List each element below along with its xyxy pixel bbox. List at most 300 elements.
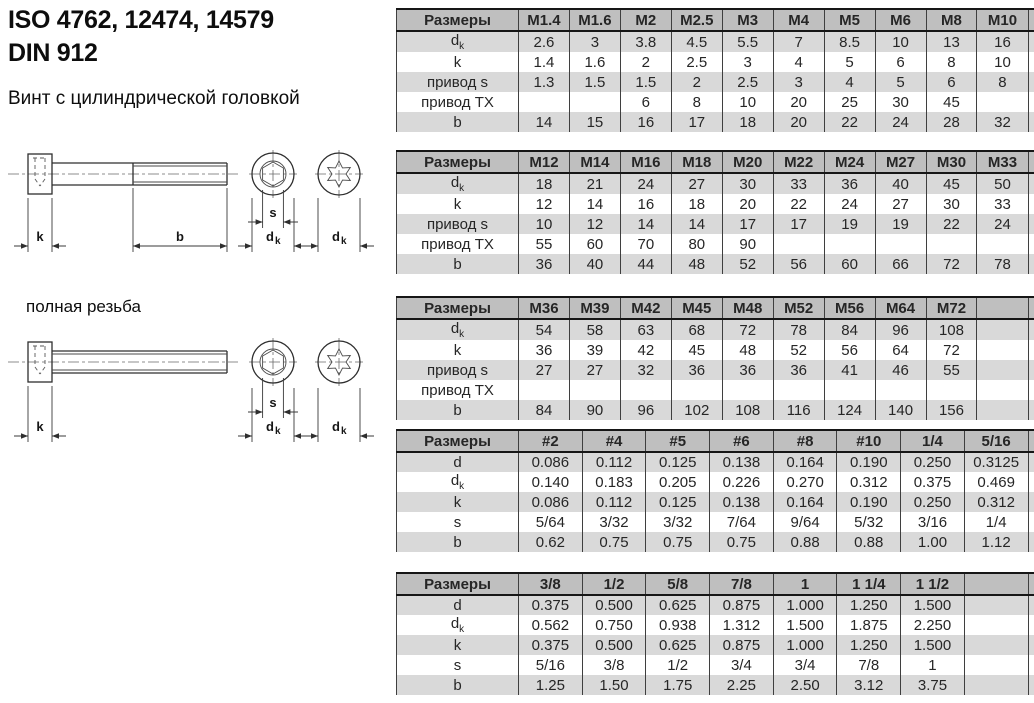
table-edge-sliver: [1028, 512, 1034, 532]
column-header: M72: [926, 297, 977, 319]
row-label-text: k: [453, 493, 462, 511]
table-edge-sliver: [1028, 254, 1034, 274]
table-cell: 40: [875, 173, 926, 194]
table-cell: 3.12: [837, 675, 901, 695]
row-label-subscript: k: [459, 183, 465, 194]
table-cell: 0.138: [710, 492, 774, 512]
table-cell: 1.000: [773, 635, 837, 655]
row-label-subscript: k: [459, 481, 465, 492]
table-cell: 40: [569, 254, 620, 274]
table-cell: 1.875: [837, 615, 901, 635]
table-cell: 0.75: [646, 532, 710, 552]
dim-label-k: k: [36, 229, 44, 244]
row-label: [397, 31, 519, 52]
dimension-table-imperial-large: [396, 572, 1034, 695]
column-header: M5: [824, 9, 875, 31]
table-cell: 96: [875, 319, 926, 340]
row-label-text: k: [453, 195, 462, 213]
hex-socket-end-view: [238, 338, 308, 442]
table-row: [397, 532, 1034, 552]
dim-label-dk-sub: k: [341, 426, 347, 437]
table-cell: 2.5: [671, 52, 722, 72]
page-title: [8, 4, 274, 70]
table-cell: [824, 380, 875, 400]
table-cell: [620, 380, 671, 400]
table-cell: 0.164: [773, 492, 837, 512]
table-cell: 28: [926, 112, 977, 132]
table-cell: 0.125: [646, 452, 710, 472]
table-cell: 36: [773, 360, 824, 380]
table-cell: 2.6: [519, 31, 570, 52]
dim-label-dk: d: [332, 419, 340, 434]
table-cell: 90: [569, 400, 620, 420]
table-cell: 1.250: [837, 635, 901, 655]
row-label: [397, 340, 519, 360]
column-header: M64: [875, 297, 926, 319]
dimension-b: [133, 188, 227, 252]
table-cell: 10: [519, 214, 570, 234]
table-cell: 10: [722, 92, 773, 112]
row-label-text: s: [453, 513, 462, 531]
table-cell: 52: [722, 254, 773, 274]
table-cell: 8: [671, 92, 722, 112]
dimension-table-imperial-small: [396, 429, 1034, 552]
table-row: [397, 214, 1034, 234]
table-cell: 5/16: [519, 655, 583, 675]
table-cell: 2.25: [710, 675, 774, 695]
table-cell: 36: [824, 173, 875, 194]
column-header: M1.4: [519, 9, 570, 31]
table-cell: 1.6: [569, 52, 620, 72]
table-cell: 22: [824, 112, 875, 132]
table-cell: 5/64: [519, 512, 583, 532]
table-cell: 116: [773, 400, 824, 420]
table-row: [397, 512, 1034, 532]
table-cell: 20: [773, 92, 824, 112]
page-subtitle: Винт с цилиндрической головкой: [8, 88, 300, 109]
column-header: M33: [977, 151, 1028, 173]
row-label-text: k: [453, 636, 462, 654]
table-cell: 0.312: [964, 492, 1028, 512]
column-header: M39: [569, 297, 620, 319]
table-cell: 0.500: [582, 635, 646, 655]
table-row: [397, 360, 1034, 380]
table-cell: [977, 234, 1028, 254]
table-cell: 42: [620, 340, 671, 360]
table-cell: 9/64: [773, 512, 837, 532]
table-cell: 56: [773, 254, 824, 274]
table-cell: 17: [671, 112, 722, 132]
row-label-text: привод s: [426, 361, 489, 379]
torx-socket-end-view: [304, 150, 374, 252]
table-cell: 0.375: [901, 472, 965, 492]
table-edge-sliver: [1028, 151, 1034, 173]
table-cell: 36: [722, 360, 773, 380]
size-column-header: Размеры: [397, 9, 519, 31]
table-cell: 16: [620, 112, 671, 132]
table-cell: 2: [671, 72, 722, 92]
row-label: [397, 492, 519, 512]
table-edge-sliver: [1028, 92, 1034, 112]
table-cell: 2.250: [901, 615, 965, 635]
table-cell: 16: [620, 194, 671, 214]
table-row: [397, 92, 1034, 112]
table-cell: 36: [671, 360, 722, 380]
table-cell: 24: [824, 194, 875, 214]
table-cell: 14: [569, 194, 620, 214]
table-cell: [977, 360, 1028, 380]
table-cell: [964, 675, 1028, 695]
row-label: [397, 512, 519, 532]
size-column-header: Размеры: [397, 151, 519, 173]
table-cell: 3.75: [901, 675, 965, 695]
table-row: [397, 400, 1034, 420]
table-cell: 24: [875, 112, 926, 132]
table-edge-sliver: [1028, 297, 1034, 319]
table-cell: 1/4: [964, 512, 1028, 532]
table-cell: 5: [824, 52, 875, 72]
table-row: [397, 595, 1034, 615]
row-label-text: k: [453, 341, 462, 359]
table-cell: 15: [569, 112, 620, 132]
table-cell: 1.12: [964, 532, 1028, 552]
row-label: [397, 194, 519, 214]
column-header: #10: [837, 430, 901, 452]
table-cell: 72: [722, 319, 773, 340]
table-cell: 7/8: [837, 655, 901, 675]
row-label-text: b: [453, 255, 462, 273]
table-cell: 48: [722, 340, 773, 360]
table-cell: 0.250: [901, 492, 965, 512]
table-cell: 1.5: [620, 72, 671, 92]
table-row: [397, 615, 1034, 635]
column-header: #4: [582, 430, 646, 452]
table-cell: 22: [926, 214, 977, 234]
column-header: M42: [620, 297, 671, 319]
column-header: #2: [519, 430, 583, 452]
table-cell: 0.3125: [964, 452, 1028, 472]
row-label-text: d: [450, 32, 460, 49]
table-edge-sliver: [1028, 400, 1034, 420]
dimension-k: [14, 386, 66, 442]
table-cell: 70: [620, 234, 671, 254]
table-cell: 0.469: [964, 472, 1028, 492]
size-column-header: Размеры: [397, 430, 519, 452]
table-cell: 0.750: [582, 615, 646, 635]
table-cell: 0.875: [710, 635, 774, 655]
table-cell: 1.25: [519, 675, 583, 695]
table-cell: 32: [977, 112, 1028, 132]
row-label: [397, 319, 519, 340]
row-label-text: s: [453, 656, 462, 674]
table-cell: 5.5: [722, 31, 773, 52]
table-header-row: [397, 151, 1034, 173]
table-cell: 54: [519, 319, 570, 340]
table-cell: 18: [722, 112, 773, 132]
table-cell: 27: [519, 360, 570, 380]
table-edge-sliver: [1028, 380, 1034, 400]
table-cell: 32: [620, 360, 671, 380]
table-cell: 22: [773, 194, 824, 214]
table-cell: 1.5: [569, 72, 620, 92]
table-cell: [519, 380, 570, 400]
table-cell: 0.562: [519, 615, 583, 635]
table-cell: 5/32: [837, 512, 901, 532]
row-label-text: d: [453, 454, 462, 471]
table-edge-sliver: [1028, 360, 1034, 380]
table-header-row: [397, 573, 1034, 595]
table-cell: [926, 234, 977, 254]
row-label: [397, 400, 519, 420]
table-cell: 6: [875, 52, 926, 72]
table-cell: 1.000: [773, 595, 837, 615]
row-label: [397, 234, 519, 254]
table-cell: 27: [569, 360, 620, 380]
table-cell: 0.75: [710, 532, 774, 552]
size-column-header: Размеры: [397, 297, 519, 319]
row-label-text: k: [453, 53, 462, 71]
table-cell: 84: [824, 319, 875, 340]
table-row: [397, 655, 1034, 675]
column-header: M20: [722, 151, 773, 173]
column-header: M2.5: [671, 9, 722, 31]
row-label: [397, 360, 519, 380]
table-edge-sliver: [1028, 72, 1034, 92]
table-cell: [964, 595, 1028, 615]
table-cell: 78: [977, 254, 1028, 274]
dimension-table-metric-small: [396, 8, 1034, 132]
table-edge-sliver: [1028, 173, 1034, 194]
table-cell: 0.375: [519, 595, 583, 615]
table-cell: 0.205: [646, 472, 710, 492]
table-cell: 1.3: [519, 72, 570, 92]
table-cell: [977, 319, 1028, 340]
hex-socket-end-view: [238, 150, 308, 252]
table-row: [397, 675, 1034, 695]
table-cell: 55: [519, 234, 570, 254]
column-header: M3: [722, 9, 773, 31]
table-cell: 17: [773, 214, 824, 234]
table-cell: 0.086: [519, 492, 583, 512]
table-cell: 7: [773, 31, 824, 52]
row-label-text: b: [453, 533, 462, 551]
table-cell: 102: [671, 400, 722, 420]
table-cell: 45: [926, 173, 977, 194]
dim-label-dk-sub: k: [341, 236, 347, 247]
table-cell: 17: [722, 214, 773, 234]
table-row: [397, 635, 1034, 655]
table-cell: 14: [519, 112, 570, 132]
screw-side-view: [8, 154, 238, 194]
column-header: 5/16: [964, 430, 1028, 452]
table-edge-sliver: [1028, 472, 1034, 492]
table-cell: 66: [875, 254, 926, 274]
table-header-row: [397, 9, 1034, 31]
row-label-text: b: [453, 113, 462, 131]
row-label: [397, 452, 519, 472]
table-cell: 20: [722, 194, 773, 214]
table-cell: 48: [671, 254, 722, 274]
dim-label-dk: d: [332, 229, 340, 244]
row-label-subscript: k: [459, 41, 465, 52]
table-cell: 0.112: [582, 492, 646, 512]
row-label: [397, 72, 519, 92]
table-cell: 27: [671, 173, 722, 194]
row-label-text: d: [450, 320, 460, 337]
table-cell: [875, 380, 926, 400]
row-label-text: привод TX: [421, 235, 494, 253]
table-cell: [671, 380, 722, 400]
column-header: #8: [773, 430, 837, 452]
row-label: [397, 615, 519, 635]
table-cell: [722, 380, 773, 400]
row-label: [397, 214, 519, 234]
table-cell: 18: [519, 173, 570, 194]
table-cell: 140: [875, 400, 926, 420]
table-cell: 0.125: [646, 492, 710, 512]
table-cell: 0.312: [837, 472, 901, 492]
table-row: [397, 234, 1034, 254]
table-cell: 1.312: [710, 615, 774, 635]
row-label-text: d: [450, 615, 460, 632]
row-label-text: d: [453, 597, 462, 614]
table-cell: 10: [977, 52, 1028, 72]
table-cell: 1.500: [901, 635, 965, 655]
table-cell: 45: [671, 340, 722, 360]
table-cell: 1/2: [646, 655, 710, 675]
table-cell: 0.190: [837, 492, 901, 512]
row-label: [397, 112, 519, 132]
screw-side-view: [8, 342, 238, 382]
table-row: [397, 254, 1034, 274]
table-header-row: [397, 430, 1034, 452]
column-header: M30: [926, 151, 977, 173]
table-cell: 45: [926, 92, 977, 112]
table-cell: 55: [926, 360, 977, 380]
table-cell: 3: [569, 31, 620, 52]
table-cell: 1.00: [901, 532, 965, 552]
column-header: M18: [671, 151, 722, 173]
table-cell: 0.112: [582, 452, 646, 472]
table-cell: 46: [875, 360, 926, 380]
table-cell: 36: [519, 340, 570, 360]
column-header: M8: [926, 9, 977, 31]
column-header: M22: [773, 151, 824, 173]
column-header: M14: [569, 151, 620, 173]
row-label-text: b: [453, 676, 462, 694]
table-cell: 21: [569, 173, 620, 194]
table-cell: 13: [926, 31, 977, 52]
table-cell: 12: [519, 194, 570, 214]
row-label: [397, 52, 519, 72]
table-row: [397, 380, 1034, 400]
table-cell: 8.5: [824, 31, 875, 52]
row-label-text: привод s: [426, 73, 489, 91]
table-cell: 0.500: [582, 595, 646, 615]
table-cell: [569, 380, 620, 400]
column-header: 7/8: [710, 573, 774, 595]
table-cell: [964, 655, 1028, 675]
table-row: [397, 452, 1034, 472]
table-edge-sliver: [1028, 340, 1034, 360]
table-cell: 1: [901, 655, 965, 675]
table-cell: 0.086: [519, 452, 583, 472]
table-cell: 3: [722, 52, 773, 72]
table-cell: 1.75: [646, 675, 710, 695]
table-cell: 0.270: [773, 472, 837, 492]
table-cell: 33: [773, 173, 824, 194]
table-edge-sliver: [1028, 573, 1034, 595]
table-row: [397, 112, 1034, 132]
dim-label-dk-sub: k: [275, 236, 281, 247]
table-cell: 0.226: [710, 472, 774, 492]
table-cell: 3: [773, 72, 824, 92]
table-cell: 4: [824, 72, 875, 92]
table-edge-sliver: [1028, 635, 1034, 655]
table-row: [397, 340, 1034, 360]
table-cell: [773, 234, 824, 254]
table-cell: 60: [824, 254, 875, 274]
table-cell: 72: [926, 254, 977, 274]
column-header: #5: [646, 430, 710, 452]
full-thread-label: полная резьба: [26, 297, 141, 316]
dim-label-dk: d: [266, 229, 274, 244]
table-cell: 90: [722, 234, 773, 254]
column-header: M1.6: [569, 9, 620, 31]
table-cell: 64: [875, 340, 926, 360]
column-header: M48: [722, 297, 773, 319]
table-cell: 1.50: [582, 675, 646, 695]
row-label-text: привод TX: [421, 381, 494, 399]
table-cell: 0.75: [582, 532, 646, 552]
table-row: [397, 52, 1034, 72]
table-cell: 1.500: [773, 615, 837, 635]
table-cell: 0.375: [519, 635, 583, 655]
table-edge-sliver: [1028, 234, 1034, 254]
table-cell: 0.250: [901, 452, 965, 472]
row-label: [397, 380, 519, 400]
table-cell: 0.88: [773, 532, 837, 552]
table-edge-sliver: [1028, 595, 1034, 615]
table-cell: 2.50: [773, 675, 837, 695]
table-edge-sliver: [1028, 214, 1034, 234]
torx-socket-end-view: [304, 338, 374, 442]
column-header: M12: [519, 151, 570, 173]
table-cell: [964, 635, 1028, 655]
table-edge-sliver: [1028, 319, 1034, 340]
table-cell: 14: [671, 214, 722, 234]
table-cell: 30: [926, 194, 977, 214]
table-cell: 27: [875, 194, 926, 214]
table-cell: 20: [773, 112, 824, 132]
column-header: M56: [824, 297, 875, 319]
row-label-text: d: [450, 472, 460, 489]
table-row: [397, 194, 1034, 214]
table-cell: 4: [773, 52, 824, 72]
table-cell: 5: [875, 72, 926, 92]
column-header: M6: [875, 9, 926, 31]
table-row: [397, 319, 1034, 340]
row-label-text: привод s: [426, 215, 489, 233]
table-cell: [977, 400, 1028, 420]
table-row: [397, 31, 1034, 52]
table-cell: 3/32: [646, 512, 710, 532]
column-header: [964, 573, 1028, 595]
table-cell: 6: [926, 72, 977, 92]
table-cell: 36: [519, 254, 570, 274]
table-edge-sliver: [1028, 31, 1034, 52]
table-cell: 7/64: [710, 512, 774, 532]
